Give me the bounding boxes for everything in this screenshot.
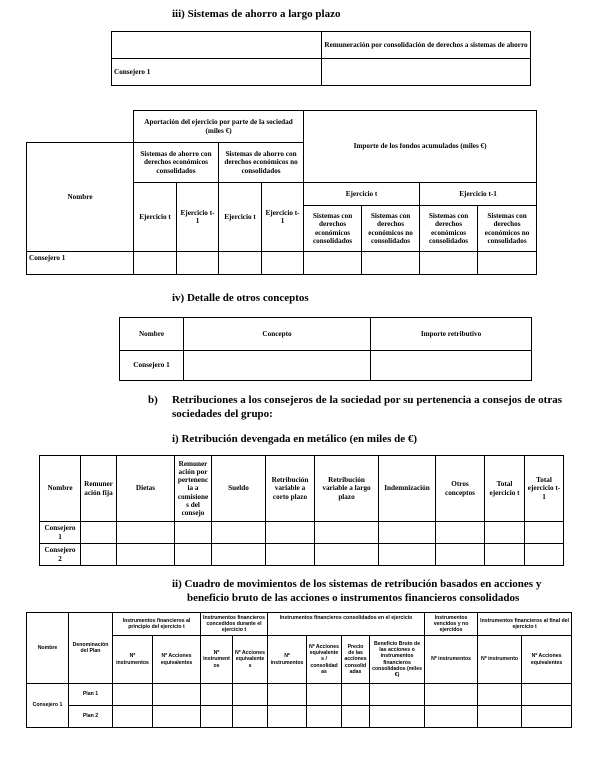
n-acciones-consolidadas-header: Nº Acciones equivalentes / consolidadas [307, 636, 342, 684]
section-b-text: Retribuciones a los consejeros de la sociedad por su pertenencia a consejos de otras sociedades del grupo: [172, 394, 562, 420]
section-ii-heading-line2: beneficio bruto de las acciones o instrumentos financieros consolidados [187, 592, 520, 604]
n-instrumentos-header: Nº instrumentos [201, 636, 233, 684]
grp-concedidos-header: Instrumentos financieros concedidos durante el ejercicio t [201, 613, 268, 636]
row-label: Consejero 1 [120, 351, 184, 381]
sub-consolidados: Sistemas con derechos económicos consolidados [304, 206, 362, 252]
concepto-header: Concepto [184, 318, 371, 351]
sistemas-consolidados-header: Sistemas de ahorro con derechos económicos consolidados [134, 143, 219, 183]
grp-vencidos-header: Instrumentos vencidos y no ejercidos [425, 613, 478, 636]
header-variable-largo: Retribución variable a largo plazo [315, 456, 379, 522]
ejercicio-t1-header: Ejercicio t-1 [262, 183, 304, 252]
plan-label: Plan 2 [69, 706, 113, 728]
section-i-heading: i) Retribución devengada en metálico (en miles de €) [172, 433, 418, 445]
row-label: Consejero 2 [40, 544, 81, 566]
n-instrumentos-header: Nº instrumentos [113, 636, 153, 684]
nombre-header: Nombre [27, 143, 134, 252]
savings-consolidation-table [111, 31, 531, 86]
n-acciones-header: Nº Acciones equivalentes [153, 636, 201, 684]
n-acciones-header: Nº Acciones equivalentes [233, 636, 268, 684]
section-ii-heading-line1: ii) Cuadro de movimientos de los sistemas de retribución basados en acciones y [172, 578, 542, 590]
ejercicio-t1-header: Ejercicio t-1 [177, 183, 219, 252]
n-instrumento-final-header: Nº instrumento [478, 636, 522, 684]
importe-fondos-header: Importe de los fondos acumulados (miles €) [304, 111, 537, 183]
row-label: Consejero 1 [27, 684, 69, 728]
row-label: Consejero 1 [27, 252, 134, 275]
ejercicio-t-header: Ejercicio t [219, 183, 262, 252]
section-iv-heading: iv) Detalle de otros conceptos [172, 292, 309, 304]
nombre-header: Nombre [27, 613, 69, 684]
header-variable-corto: Retribución variable a corto plazo [266, 456, 315, 522]
savings-systems-table [26, 110, 537, 275]
sub-no-consolidados: Sistemas con derechos económicos no consolidados [478, 206, 537, 252]
n-instrumentos-header: Nº instrumentos [268, 636, 307, 684]
sistemas-no-consolidados-header: Sistemas de ahorro con derechos económicos no consolidados [219, 143, 304, 183]
ejercicio-t-header: Ejercicio t [134, 183, 177, 252]
header-nombre: Nombre [40, 456, 81, 522]
nombre-header: Nombre [120, 318, 184, 351]
header-otros-conceptos: Otros conceptos [436, 456, 485, 522]
n-acciones-header: Nº Acciones equivalentes [522, 636, 572, 684]
grp-principio-header: Instrumentos financieros al principio del ejercicio t [113, 613, 201, 636]
row-label: Consejero 1 [40, 522, 81, 544]
denominacion-header: Denominación del Plan [69, 613, 113, 684]
beneficio-bruto-header: Beneficio Bruto de las acciones o instrumentos financieros consolidados (miles €) [370, 636, 425, 684]
importe-header: Importe retributivo [371, 318, 532, 351]
section-b-label: b) [148, 394, 158, 406]
other-concepts-table [119, 317, 532, 381]
header-remuneracion: Remuneración por consolidación de derechos a sistemas de ahorro [322, 32, 531, 59]
row-label: Consejero 1 [112, 59, 322, 86]
grp-final-header: Instrumentos financieros al final del ejercicio t [478, 613, 572, 636]
cash-remuneration-table [39, 455, 564, 566]
sub-no-consolidados: Sistemas con derechos económicos no consolidados [362, 206, 420, 252]
fondos-ejercicio-t1-header: Ejercicio t-1 [420, 183, 537, 206]
grp-consolidados-header: Instrumentos financieros consolidados en el ejercicio [268, 613, 425, 636]
n-instrumentos-header: Nº instrumentos [425, 636, 478, 684]
header-remuneracion-fija: Remuneración fija [81, 456, 117, 522]
sub-consolidados: Sistemas con derechos económicos consolidados [420, 206, 478, 252]
header-total-t: Total ejercicio t [485, 456, 525, 522]
plan-label: Plan 1 [69, 684, 113, 706]
fondos-ejercicio-t-header: Ejercicio t [304, 183, 420, 206]
header-dietas: Dietas [117, 456, 175, 522]
section-iii-heading: iii) Sistemas de ahorro a largo plazo [172, 8, 341, 20]
aportacion-header: Aportación del ejercicio por parte de la sociedad (miles €) [134, 111, 304, 143]
precio-acciones-header: Precio de las acciones consolidadas [342, 636, 370, 684]
share-based-plans-table [26, 612, 572, 728]
header-total-t1: Total ejercicio t-1 [525, 456, 564, 522]
header-remuneracion-comisiones: Remuneración por pertenencia a comisiones del consejo [175, 456, 212, 522]
header-sueldo: Sueldo [212, 456, 266, 522]
header-indemnizacion: Indemnización [379, 456, 436, 522]
